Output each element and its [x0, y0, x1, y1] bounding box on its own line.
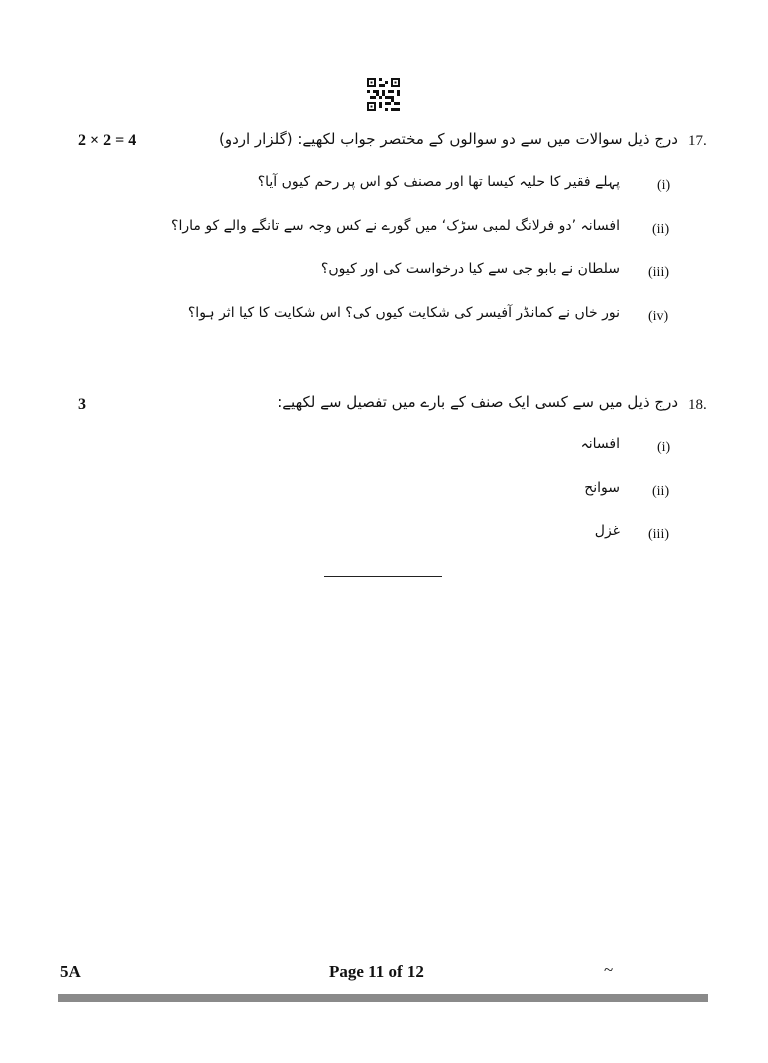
footer-code: 5A: [60, 962, 81, 981]
footer-bar: [58, 994, 708, 1002]
footer-mark: ~: [604, 960, 614, 979]
q17-prompt: درج ذیل سوالات میں سے دو سوالوں کے مختصر جواب لکھیے: (گلزار اردو): [218, 130, 678, 148]
q18-prompt: درج ذیل میں سے کسی ایک صنف کے بارے میں تفصیل سے لکھیے:: [277, 393, 678, 411]
footer-page-number: Page 11 of 12: [329, 962, 424, 981]
q17-item-iv-label: (iv): [648, 309, 669, 324]
q18-item-iii-text: غزل: [594, 523, 620, 539]
q17-item-i-label: (i): [657, 178, 671, 193]
q18-marks: 3: [78, 396, 86, 413]
q17-item-iii-label: (iii): [648, 265, 669, 280]
qr-code-icon: [367, 78, 400, 111]
q18-item-ii-text: سوانح: [584, 480, 620, 496]
q17-item-ii-label: (ii): [652, 222, 670, 237]
q17-number: 17.: [688, 133, 707, 149]
q17-item-i-text: پہلے فقیر کا حلیہ کیسا تھا اور مصنف کو اس پر رحم کیوں آیا؟: [257, 174, 620, 190]
q18-item-iii-label: (iii): [648, 527, 669, 542]
q18-number: 18.: [688, 397, 707, 413]
end-rule: [324, 576, 442, 577]
q18-item-i-text: افسانہ: [580, 436, 620, 452]
q18-item-ii-label: (ii): [652, 484, 670, 499]
q17-item-iii-text: سلطان نے بابو جی سے کیا درخواست کی اور کیوں؟: [320, 261, 620, 277]
q18-item-i-label: (i): [657, 440, 671, 455]
q17-item-iv-text: نور خاں نے کمانڈر آفیسر کی شکایت کیوں کی؟ اس شکایت کا کیا اثر ہوا؟: [187, 305, 620, 321]
q17-marks: 2 × 2 = 4: [78, 132, 137, 149]
q17-item-ii-text: افسانہ ’دو فرلانگ لمبی سڑک‘ میں گورے نے کس وجہ سے تانگے والے کو مارا؟: [171, 218, 620, 234]
